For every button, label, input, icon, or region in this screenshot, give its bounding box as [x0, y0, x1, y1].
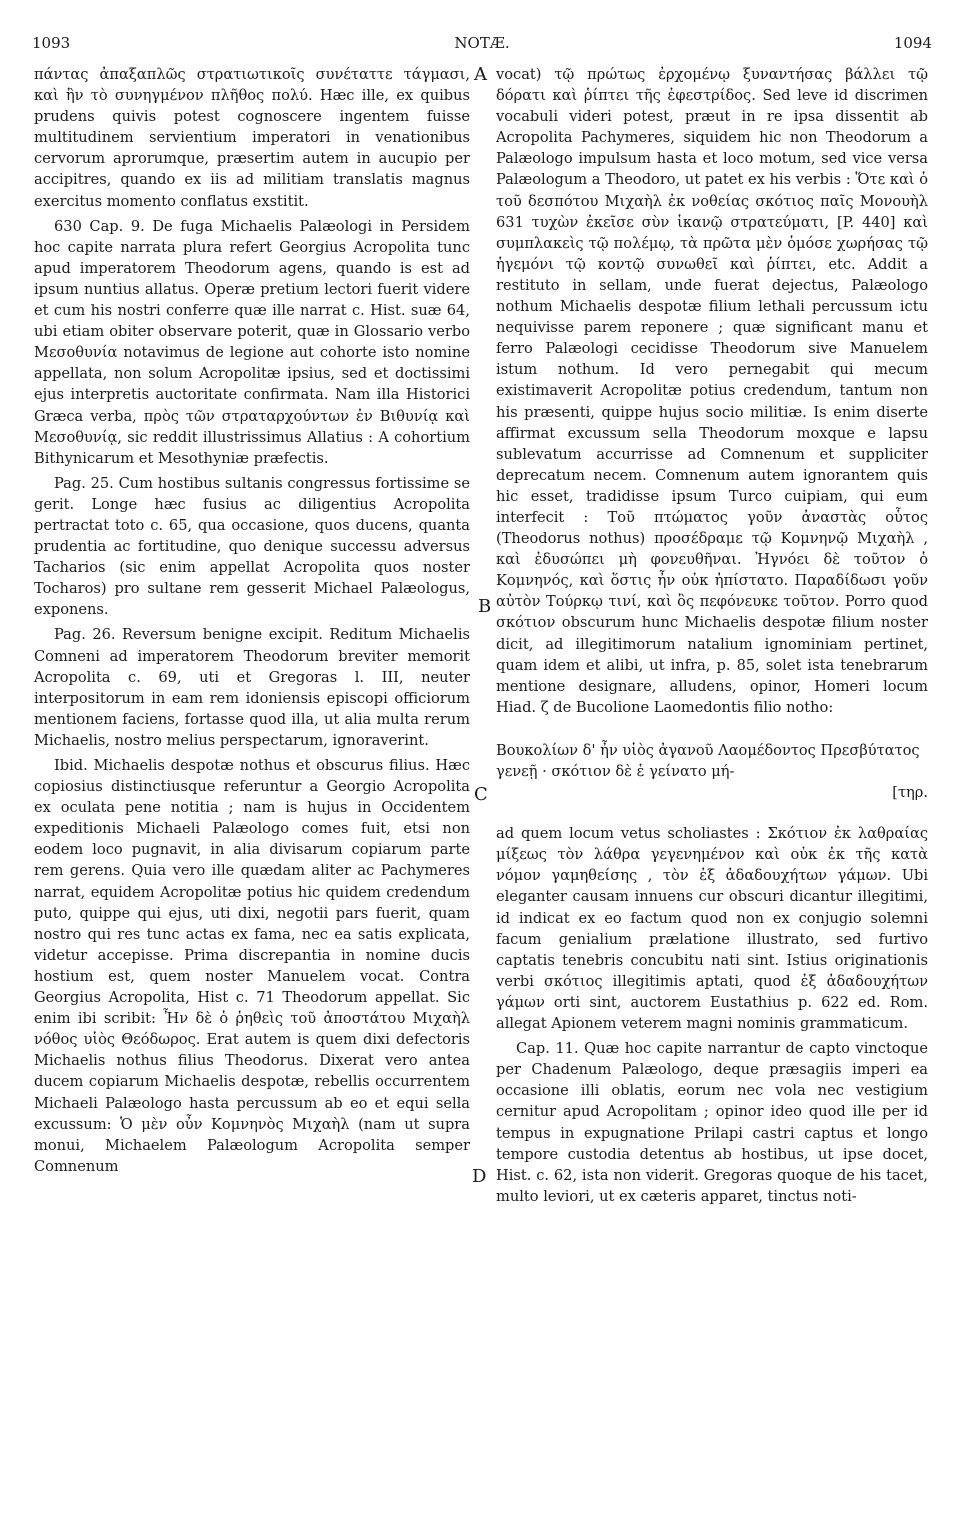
margin-letter-b: B — [478, 596, 492, 617]
running-title: NOTÆ. — [454, 34, 510, 52]
margin-letter-c: C — [474, 784, 488, 805]
left-paragraph-3: Pag. 25. Cum hostibus sultanis congressus fortissime se gerit. Longe hæc fusius ac diligentius Acropolita pertractat toto c. 65, qua occasione, quos ducens, quanta prudentia ac fortitudine, quo denique successu adversus Tacharios (sic enim appellat Acropolita quos noster Tocharos) pro sultane rem gesserit Michael Palæologus, exponens. — [34, 474, 470, 619]
left-column — [34, 64, 470, 1181]
left-paragraph-5: Ibid. Michaelis despotæ nothus et obscurus filius. Hæc copiosius distinctiusque referuntur a Georgio Acropolita ex oculata pene notitia ; nam is hujus in Occidentem expeditionis Michaeli Palæologo comes fuit, etsi non eodem loco pugnavit, in alia divisarum copiarum parte rem gerens. Quia vero ille quædam aliter ac Pachymeres narrat, equidem Acropolitæ potius hic quidem credendum puto, quippe qui ejus, uti dixi, negotii pars fuerit, quam nostro qui res tunc actas ex fama, nec ea satis explicata, videtur accepisse. Prima discrepantia in nomine ducis hostium est, quem noster Manuelem vocat. Contra Georgius Acropolita, Hist c. 71 Theodorum appellat. Sic enim ibi scribit: Ἦν δὲ ὁ ῥηθεὶς τοῦ ἀποστάτου Μιχαὴλ νόθος υἱὸς Θεόδωρος. Erat autem is quem dixi defectoris Michaelis nothus filius Theodorus. Dixerat vero antea ducem copiarum Michaelis despotæ, rebellis occurrentem Michaeli Palæologo hasta percussum ab eo et equi sella excussum: Ὁ μὲν οὖν Κομνηνὸς Μιχαὴλ (nam ut supra monui, Michaelem Palæologum Acropolita semper Comnenum — [34, 757, 470, 1175]
margin-letter-a: A — [474, 64, 487, 85]
margin-letter-d: D — [472, 1166, 487, 1187]
homer-quotation-end: [τηρ. — [892, 784, 928, 802]
homer-quotation: Βουκολίων δ' ἦν υἱὸς ἀγανοῦ Λαομέδοντος Πρεσβύτατος γενεῇ · σκότιον δὲ ἑ γείνατο μή- — [496, 741, 920, 780]
page-header — [32, 34, 932, 58]
right-column — [496, 64, 928, 1211]
left-paragraph-4: Pag. 26. Reversum benigne excipit. Reditum Michaelis Comneni ad imperatorem Theodorum breviter memorit Acropolita c. 69, uti et Gregoras l. III, neuter interpositorum in eam rem idoniensis episcopi officiorum mentionem faciens, fortasse quod illa, ut alia multa rerum Michaelis, nostro melius perspectarum, ignoraverint. — [34, 626, 470, 749]
left-paragraph-2: 630 Cap. 9. De fuga Michaelis Palæologi in Persidem hoc capite narrata plura refert Georgius Acropolita tunc apud imperatorem Theodorum agens, quando is est ad ipsum nuntius allatus. Operæ pretium lectori fuerit videre et cum his nostri conferre quæ ille narrat c. Hist. suæ 64, ubi etiam obiter observare poterit, quæ in Glossario verbo Μεσοθυνία notavimus de legione aut cohorte isto nomine appellata, non solum Acropolitæ ipsius, sed et doctissimi ejus interpretis auctoritate confirmata. Nam illa Historici Græca verba, πρὸς τῶν στραταρχούντων ἐν Βιθυνίᾳ καὶ Μεσοθυνίᾳ, sic reddit illustrissimus Allatius : A cohortium Bithynicarum et Mesothyniæ præfectis. — [34, 217, 470, 467]
page-number-left: 1093 — [32, 34, 71, 52]
left-paragraph-1: πάντας ἀπαξαπλῶς στρατιωτικοῖς συνέταττε τάγμασι, καὶ ἣν τὸ συνηγμένον πλῆθος πολύ. Hæc ille, ex quibus prudens quivis potest cognoscere ingentem fuisse multitudinem servientium imperatori in venationibus cervorum aprorumque, præsertim autem in aucupio per accipitres, quando ex iis ad militiam translatis magnus exercitus momento conflatus exstitit. — [34, 66, 470, 210]
page-number-right: 1094 — [893, 34, 932, 52]
right-paragraph-3: Cap. 11. Quæ hoc capite narrantur de capto vinctoque per Chadenum Palæologo, deque præsagiis imperi ea occasione illi oblatis, eorum nec vola nec vestigium cernitur apud Acropolitam ; opinor ideo quod ille per id tempus in expugnatione Prilapi castri captus et longo tempore custodia detentus ab hostibus, ut ipse docet, Hist. c. 62, ista non viderit. Gregoras quoque de his tacet, multo leviori, ut ex cæteris apparet, tinctus noti- — [496, 1040, 928, 1205]
right-paragraph-2: ad quem locum vetus scholiastes : Σκότιον ἐκ λαθραίας μίξεως τὸν λάθρα γεγενημένον καὶ οὐκ ἐκ τῆς κατὰ νόμον γαμηθείσης , τὸν ἐξ ἀδαδουχήτων γάμων. Ubi eleganter causam innuens cur obscuri dicantur illegitimi, id indicat ex eo factum quod non ex conjugio solemni facum genialium prælatione illustrato, sed furtivo captatis tenebris concubitu nati sint. Istius originationis verbi σκότιος illegitimis aptati, quod ἐξ ἀδαδουχήτων γάμων orti sint, auctorem Eustathius p. 622 ed. Rom. allegat Apionem veterem magni nominis grammaticum. — [496, 825, 928, 1033]
right-paragraph-1: vocat) τῷ πρώτως ἐρχομένῳ ξυναντήσας βάλλει τῷ δόρατι καὶ ῥίπτει τῆς ἐφεστρίδος. Sed leve id discrimen vocabuli videri potest, præut in re ipsa dissentit ab Acropolita Pachymeres, siquidem hic non Theodorum a Palæologo impulsum hasta et loco motum, sed vice versa Palæologum a Theodoro, ut patet ex his verbis : Ὅτε καὶ ὁ τοῦ δεσπότου Μιχαὴλ ἐκ νοθείας σκότιος παῖς Μονουὴλ 631 τυχὼν ἐκεῖσε σὺν ἱκανῷ στρατεύματι, [P. 440] καὶ συμπλακεὶς τῷ πολέμῳ, τὰ πρῶτα μὲν ὁμόσε χωρήσας τῷ ἡγεμόνι τῷ κοντῷ συνωθεῖ καὶ ῥίπτει, etc. Addit a restituto in sellam, unde fuerat dejectus, Palæologo nothum Michaelis despotæ filium lethali percussum ictu nequivisse parem reponere ; quæ significant manu et ferro Palæologi cecidisse Theodorum sive Manuelem istum nothum. Id vero pernegabit qui mecum existimaverit Acropolitæ potius credendum, tantum non his præsenti, quippe hujus socio militiæ. Is enim diserte affirmat excussum sella Theodorum moxque e lapsu sublevatum accurrisse ad Comnenum et suppliciter deprecatum necem. Comnenum autem ignorantem quis hic esset, tradidisse ipsum Turco cuipiam, qui eum interfecit : Τοῦ πτώματος γοῦν ἀναστὰς οὗτος (Theodorus nothus) προσέδραμε τῷ Κομνηνῷ Μιχαὴλ , καὶ ἐδυσώπει μὴ φονευθῆναι. Ἠγνόει δὲ τοῦτον ὁ Κομνηνός, καὶ ὅστις ἦν οὐκ ἠπίστατο. Παραδίδωσι γοῦν αὐτὸν Τούρκῳ τινί, καὶ ὃς πεφόνευκε τοῦτον. Porro quod σκότιον obscurum hunc Michaelis despotæ filium noster dicit, ad illegitimorum natalium ignominiam pertinet, quam idem et alibi, ut infra, p. 85, solet ista tenebrarum mentione designare, alludens, opinor, Homeri locum Hiad. ζ de Bucolione Laomedontis filio notho: — [496, 66, 928, 716]
